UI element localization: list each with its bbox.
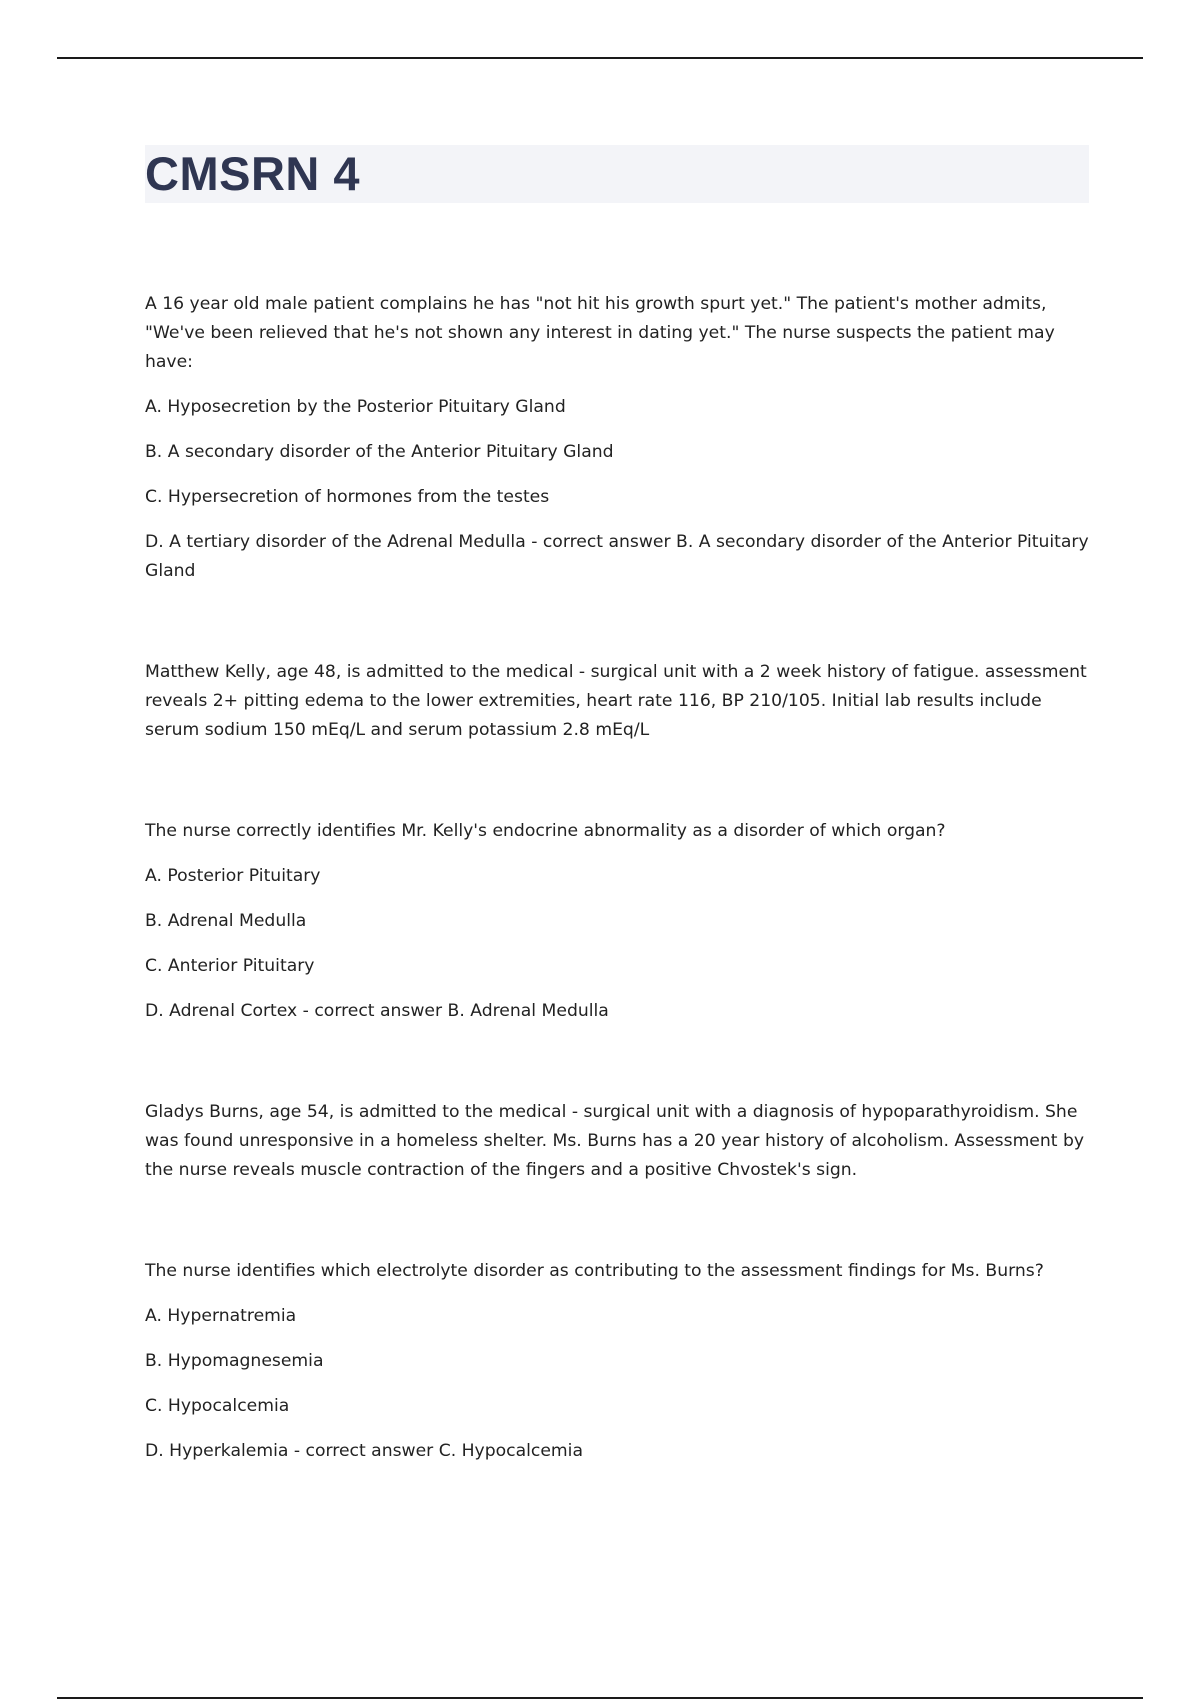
question-1-option-a: A. Hyposecretion by the Posterior Pituitary Gland — [145, 397, 566, 417]
question-2-stem: The nurse correctly identifies Mr. Kelly's endocrine abnormality as a disorder of which organ? — [145, 821, 946, 841]
question-3-option-d-answer: D. Hyperkalemia - correct answer C. Hypocalcemia — [145, 1441, 583, 1461]
question-3-option-c: C. Hypocalcemia — [145, 1396, 290, 1416]
question-3-case: Gladys Burns, age 54, is admitted to the medical - surgical unit with a diagnosis of hypoparathyroidism. She was found unresponsive in a homeless shelter. Ms. Burns has a 20 year history of alcoholism. Assessment by the nurse reveals muscle contraction of the fingers and a positive Chvostek's sign. — [145, 1102, 1085, 1180]
top-divider — [57, 57, 1143, 59]
title-banner — [145, 145, 1089, 203]
question-3-stem: The nurse identifies which electrolyte disorder as contributing to the assessment findings for Ms. Burns? — [145, 1261, 1044, 1281]
question-1-option-b: B. A secondary disorder of the Anterior Pituitary Gland — [145, 442, 614, 462]
question-2-option-d-answer: D. Adrenal Cortex - correct answer B. Adrenal Medulla — [145, 1001, 609, 1021]
question-2-option-a: A. Posterior Pituitary — [145, 866, 321, 886]
bottom-divider — [57, 1697, 1143, 1699]
question-1-option-c: C. Hypersecretion of hormones from the testes — [145, 487, 550, 507]
question-2-option-b: B. Adrenal Medulla — [145, 911, 307, 931]
document-body — [145, 290, 1095, 1466]
question-2-option-c: C. Anterior Pituitary — [145, 956, 315, 976]
question-1-option-d-answer: D. A tertiary disorder of the Adrenal Medulla - correct answer B. A secondary disorder of the Anterior Pituitary Gland — [145, 532, 1089, 581]
question-1-stem: A 16 year old male patient complains he has "not hit his growth spurt yet." The patient's mother admits, "We've been relieved that he's not shown any interest in dating yet." The nurse suspects the patient may have: — [145, 294, 1055, 372]
question-3-option-a: A. Hypernatremia — [145, 1306, 297, 1326]
question-3-option-b: B. Hypomagnesemia — [145, 1351, 324, 1371]
question-2-case: Matthew Kelly, age 48, is admitted to the medical - surgical unit with a 2 week history of fatigue. assessment reveals 2+ pitting edema to the lower extremities, heart rate 116, BP 210/105. Initial lab results include serum sodium 150 mEq/L and serum potassium 2.8 mEq/L — [145, 662, 1087, 740]
page-title: CMSRN 4 — [145, 147, 361, 200]
